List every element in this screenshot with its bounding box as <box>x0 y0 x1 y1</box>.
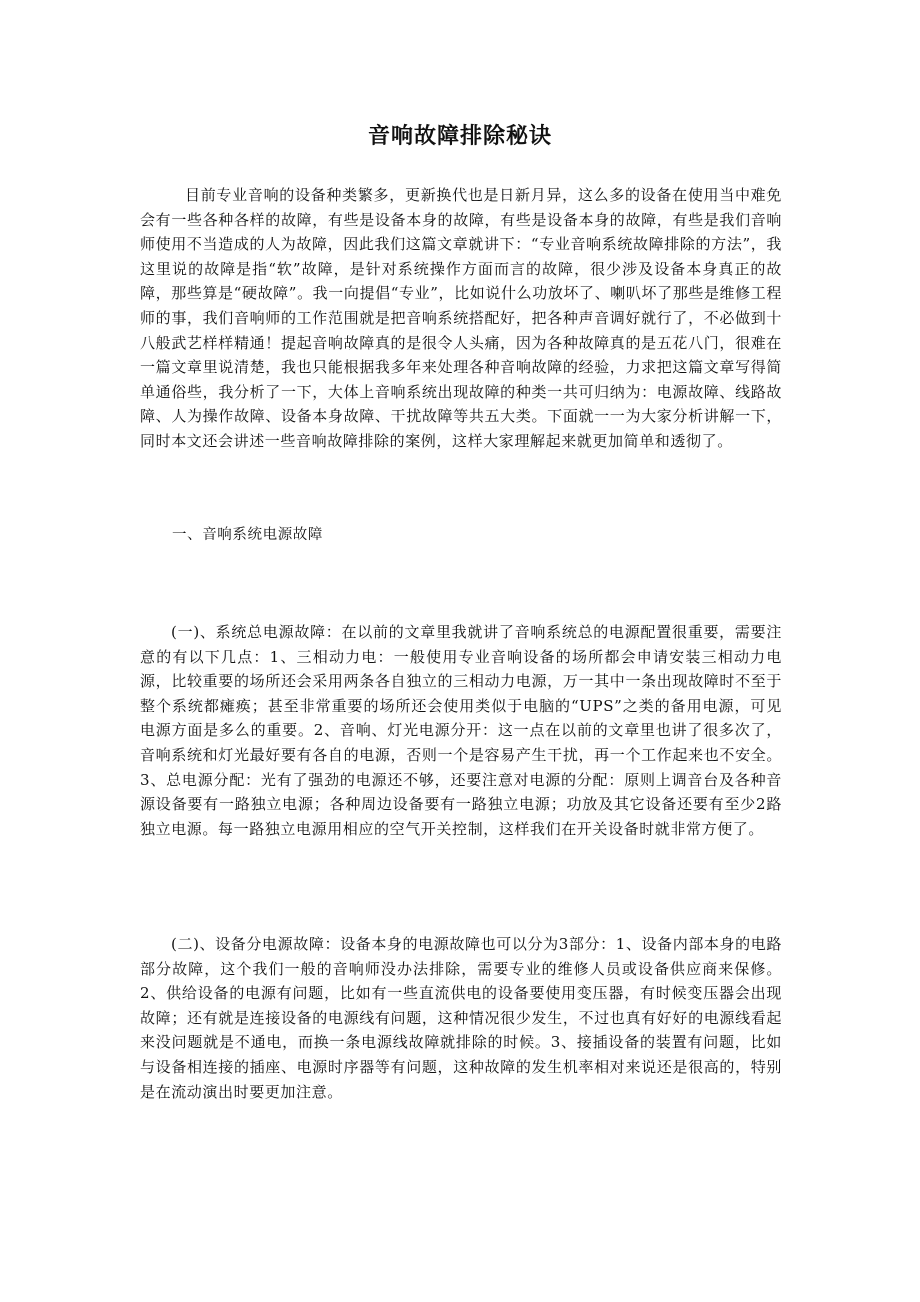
device-power-fault-paragraph: (二)、设备分电源故障：设备本身的电源故障也可以分为3部分：1、设备内部本身的电路部分故障，这个我们一般的音响师没办法排除，需要专业的维修人员或设备供应商来保修。2、供给设备的电源有问题，比如有一些直流供电的设备要使用变压器，有时候变压器会出现故障；还有就是连接设备的电源线有问题，这种情况很少发生，不过也真有好好的电源线看起来没问题就是不通电，而换一条电源线故障就排除的时候。3、接插设备的装置有问题，比如与设备相连接的插座、电源时序器等有问题，这种故障的发生机率相对来说还是很高的，特别是在流动演出时要更加注意。 <box>140 935 782 1101</box>
section-heading-power-faults: 一、音响系统电源故障 <box>172 527 323 543</box>
document-title: 音响故障排除秘诀 <box>367 123 552 149</box>
intro-paragraph: 目前专业音响的设备种类繁多，更新换代也是日新月异，这么多的设备在使用当中难免会有一些各种各样的故障，有些是设备本身的故障，有些是设备本身的故障，有些是我们音响师使用不当造成的人为故障，因此我们这篇文章就讲下：“专业音响系统故障排除的方法”，我这里说的故障是指“软”故障，是针对系统操作方面而言的故障，很少涉及设备本身真正的故障，那些算是“硬故障”。我一向提倡“专业”，比如说什么功放坏了、喇叭坏了那些是维修工程师的事，我们音响师的工作范围就是把音响系统搭配好，把各种声音调好就行了，不必做到十八般武艺样样精通！提起音响故障真的是很令人头痛，因为各种故障真的是五花八门，很难在一篇文章里说清楚，我也只能根据我多年来处理各种音响故障的经验，力求把这篇文章写得简单通俗些，我分析了一下，大体上音响系统出现故障的种类一共可归纳为：电源故障、线路故障、人为操作故障、设备本身故障、干扰故障等共五大类。下面就一一为大家分析讲解一下，同时本文还会讲述一些音响故障排除的案例，这样大家理解起来就更加简单和透彻了。 <box>140 186 782 450</box>
system-power-fault-paragraph: (一)、系统总电源故障：在以前的文章里我就讲了音响系统总的电源配置很重要，需要注意的有以下几点：1、三相动力电：一般使用专业音响设备的场所都会申请安装三相动力电源，比较重要的场所还会采用两条各自独立的三相动力电源，万一其中一条出现故障时不至于整个系统都瘫痪；甚至非常重要的场所还会使用类似于电脑的“UPS”之类的备用电源，可见电源方面是多么的重要。2、音响、灯光电源分开：这一点在以前的文章里也讲了很多次了，音响系统和灯光最好要有各自的电源，否则一个是容易产生干扰，再一个工作起来也不安全。3、总电源分配：光有了强劲的电源还不够，还要注意对电源的分配：原则上调音台及各种音源设备要有一路独立电源；各种周边设备要有一路独立电源；功放及其它设备还要有至少2路独立电源。每一路独立电源用相应的空气开关控制，这样我们在开关设备时就非常方便了。 <box>140 623 782 838</box>
